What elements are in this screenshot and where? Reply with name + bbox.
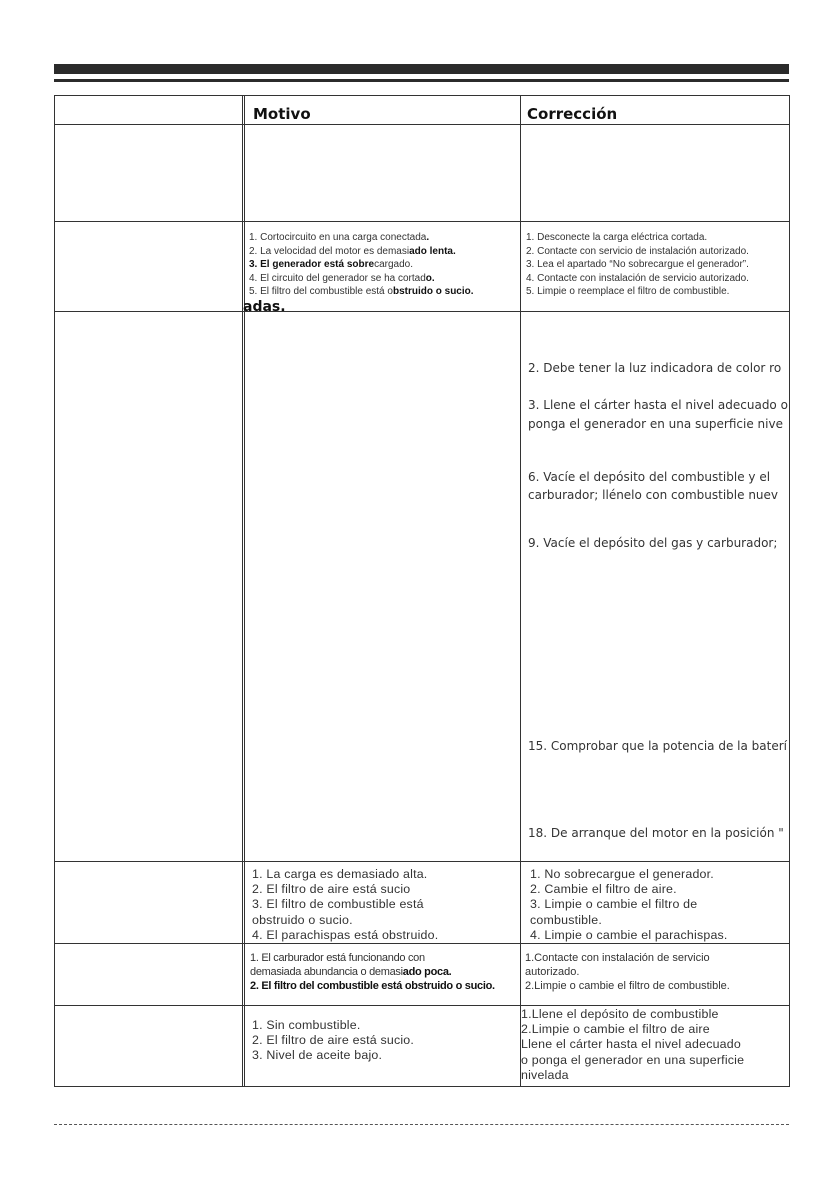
correccion-text: 2. Debe tener la luz indicadora de color ro xyxy=(528,361,782,375)
list-item: 2. Cambie el filtro de aire. xyxy=(530,882,677,897)
correccion-text: 6. Vacíe el depósito del combustible y el xyxy=(528,470,771,484)
motivo-list xyxy=(250,951,495,993)
list-item: 4. El parachispas está obstruido. xyxy=(252,927,439,942)
list-item: 1.Llene el depósito de combustible xyxy=(521,1007,719,1021)
list-item: 2. La velocidad del motor es demasiado lenta. xyxy=(249,245,456,257)
list-item: 1.Contacte con instalación de servicio xyxy=(525,952,710,964)
list-item: 3. El generador está sobrecargado. xyxy=(249,259,413,270)
list-item: 4. El circuito del generador se ha cortado. xyxy=(249,272,435,284)
list-item: 4. Contacte con instalación de servicio autorizado. xyxy=(526,272,749,284)
table-rule xyxy=(54,95,55,1087)
correccion-text: 18. De arranque del motor en la posición " xyxy=(528,826,784,840)
motivo-list xyxy=(252,867,438,943)
list-item: autorizado. xyxy=(525,966,580,978)
list-item: 3. El filtro de combustible está xyxy=(252,897,424,912)
list-item: 2. El filtro de aire está sucio xyxy=(252,882,411,897)
column-header-motivo: Motivo xyxy=(253,105,311,123)
column-header-correccion: Corrección xyxy=(527,105,618,123)
list-item: 1. Cortocircuito en una carga conectada. xyxy=(249,232,430,243)
motivo-list xyxy=(249,231,474,299)
correccion-list xyxy=(521,1007,789,1083)
table-rule xyxy=(54,221,790,222)
table-rule xyxy=(244,95,245,1087)
table-rule xyxy=(54,943,790,944)
list-item: nivelada xyxy=(521,1067,569,1082)
list-item: 3. Lea el apartado “No sobrecargue el generador”. xyxy=(526,259,749,270)
correccion-list xyxy=(530,867,728,943)
table-rule xyxy=(54,861,790,862)
correccion-list xyxy=(526,231,788,299)
list-item: 4. Limpie o cambie el parachispas. xyxy=(530,927,728,942)
stray-text: adas. xyxy=(243,299,286,315)
list-item: 1. Sin combustible. xyxy=(252,1018,361,1032)
header-bar-thick xyxy=(54,64,789,74)
list-item: 1. No sobrecargue el generador. xyxy=(530,867,714,881)
list-item: 1. El carburador está funcionando con xyxy=(250,952,425,964)
list-item: demasiada abundancia o demasiado poca. xyxy=(250,966,452,978)
list-item: o ponga el generador en una superficie xyxy=(521,1052,745,1067)
list-item: combustible. xyxy=(530,912,602,927)
correccion-text: 15. Comprobar que la potencia de la baterí xyxy=(528,739,787,753)
troubleshooting-table xyxy=(54,95,790,1087)
list-item: 1. La carga es demasiado alta. xyxy=(252,867,428,881)
list-item: 2.Limpie o cambie el filtro de aire xyxy=(521,1022,710,1037)
list-item: 1. Desconecte la carga eléctrica cortada. xyxy=(526,232,708,243)
table-rule xyxy=(54,124,790,125)
motivo-list xyxy=(252,1018,414,1064)
list-item: 3. Limpie o cambie el filtro de xyxy=(530,897,698,912)
correccion-text: 3. Llene el cárter hasta el nivel adecuado o xyxy=(528,398,788,412)
correccion-list xyxy=(525,951,730,993)
table-rule xyxy=(789,95,790,1087)
list-item: obstruido o sucio. xyxy=(252,912,353,927)
list-item: 2. El filtro del combustible está obstruido o sucio. xyxy=(250,980,495,992)
list-item: 2. Contacte con servicio de instalación autorizado. xyxy=(526,245,749,257)
table-rule xyxy=(242,95,243,1087)
table-rule xyxy=(54,95,790,96)
table-rule xyxy=(54,1005,790,1006)
table-rule xyxy=(54,311,790,312)
list-item: 5. Limpie o reemplace el filtro de combustible. xyxy=(526,286,730,297)
table-rule xyxy=(520,95,521,1087)
header-bar-thin xyxy=(54,79,789,82)
correccion-text: ponga el generador en una superficie nive xyxy=(528,417,783,431)
footer-dashed-rule xyxy=(54,1124,789,1125)
correccion-text: 9. Vacíe el depósito del gas y carburador; xyxy=(528,536,778,550)
table-rule xyxy=(54,1086,790,1087)
list-item: 5. El filtro del combustible está obstruido o sucio. xyxy=(249,286,474,297)
list-item: 2. El filtro de aire está sucio. xyxy=(252,1033,415,1048)
correccion-text: carburador; llénelo con combustible nuev xyxy=(528,488,779,502)
list-item: 3. Nivel de aceite bajo. xyxy=(252,1048,383,1063)
list-item: 2.Limpie o cambie el filtro de combustible. xyxy=(525,980,730,992)
list-item: Llene el cárter hasta el nivel adecuado xyxy=(521,1037,741,1052)
